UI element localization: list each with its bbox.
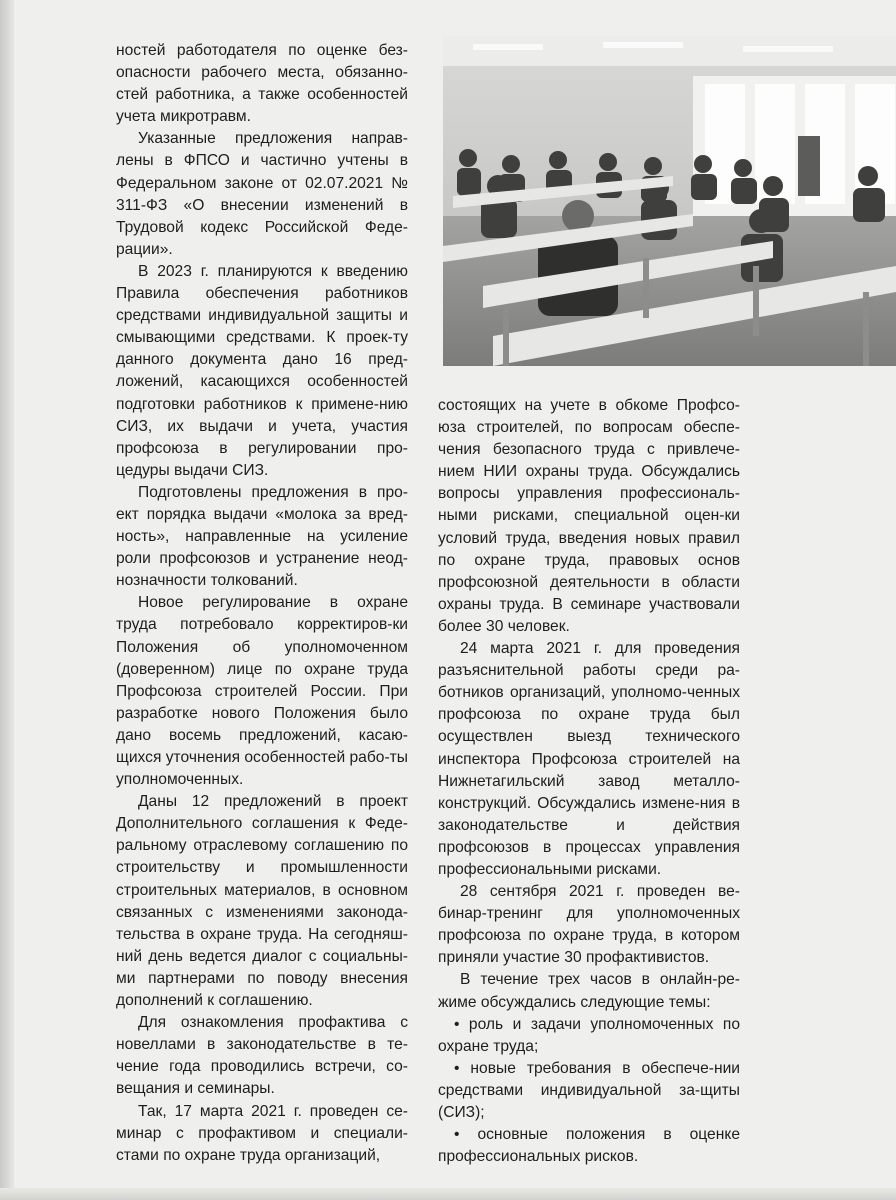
paragraph: состоящих на учете в обкоме Профсо-юза строителей, по вопросам обеспе-чения безопасного труда с привлече-нием НИИ охраны труда. Обсуждались вопросы управления профессиональ-ными рисками, специальной оцен-ки условий труда, введения новых правил по охране труда, правовых основ профсоюзной деятельности в области охраны труда. В семинаре участвовали более 30 человек.	[438, 397, 740, 635]
paragraph: Так, 17 марта 2021 г. проведен се-минар с профактивом и специали-стами по охране труда организаций,	[116, 1102, 408, 1164]
paragraph: В течение трех часов в онлайн-ре-жиме обсуждались следующие темы:	[438, 971, 740, 1011]
paragraph: 24 марта 2021 г. для проведения разъяснительной работы среди ра-ботников организаций, уполномо-ченных профсоюза по охране труда был осуществлен выезд технического инспектора Профсоюза строителей на Нижнетагильский завод металло-конструкций. Обсуждались измене-ния в законодательстве и действия профсоюзов в процессах управления профессиональными рисками.	[438, 640, 740, 878]
paragraph: Указанные предложения направ-лены в ФПСО и частично учтены в Федеральном законе от 02.07.2021 № 311-ФЗ «О внесении изменений в Трудовой кодекс Российской Феде-рации».	[116, 130, 408, 258]
paragraph: ностей работодателя по оценке без-опасности рабочего места, обязанно-стей работника, а также особенностей учета микротравм.	[116, 42, 408, 126]
seminar-photo	[443, 36, 896, 366]
paragraph: 28 сентября 2021 г. проведен ве-бинар-тренинг для уполномоченных профсоюза по охране труда, в котором приняли участие 30 профактивистов.	[438, 883, 740, 967]
bullet-item: • роль и задачи уполномоченных по охране труда;	[438, 1015, 740, 1055]
paragraph: В 2023 г. планируются к введению Правила обеспечения работников средствами индивидуальной защиты и смывающими средствами. К проек-ту данного документа дано 16 пред-ложений, касающихся особенностей подготовки работников к примене-нию СИЗ, их выдачи и учета, участия профсоюза в регулировании про-цедуры выдачи СИЗ.	[116, 262, 408, 479]
paragraph: Даны 12 предложений в проект Дополнительного соглашения к Феде-ральному отраслевому соглашению по строительству и промышленности строительных материалов, в основном связанных с изменениями законода-тельства в охране труда. На сегодняш-ний день ведется диалог с социальны-ми партнерами по поводу внесения дополнений к соглашению.	[116, 793, 408, 1010]
page-bottom-shadow	[0, 1188, 896, 1200]
page-edge-shadow	[0, 0, 14, 1200]
bullet-item: • основные положения в оценке профессиональных рисков.	[438, 1126, 740, 1166]
left-text-column	[116, 40, 408, 1167]
bullet-item: • новые требования в обеспече-нии средствами индивидуальной за-щиты (СИЗ);	[438, 1059, 740, 1121]
right-text-column	[438, 395, 740, 1168]
paragraph: Новое регулирование в охране труда потребовало корректиров-ки Положения об уполномоченном (доверенном) лице по охране труда Профсоюза строителей России. При разработке нового Положения было дано восемь предложений, касаю-щихся уточнения особенностей рабо-ты уполномоченных.	[116, 594, 408, 789]
paragraph: Для ознакомления профактива с новеллами в законодательстве в те-чение года проводились встречи, со-вещания и семинары.	[116, 1014, 408, 1098]
paragraph: Подготовлены предложения в про-ект порядка выдачи «молока за вред-ность», направленные на усиление роли профсоюзов и устранение неод-нозначности толкований.	[116, 483, 408, 590]
